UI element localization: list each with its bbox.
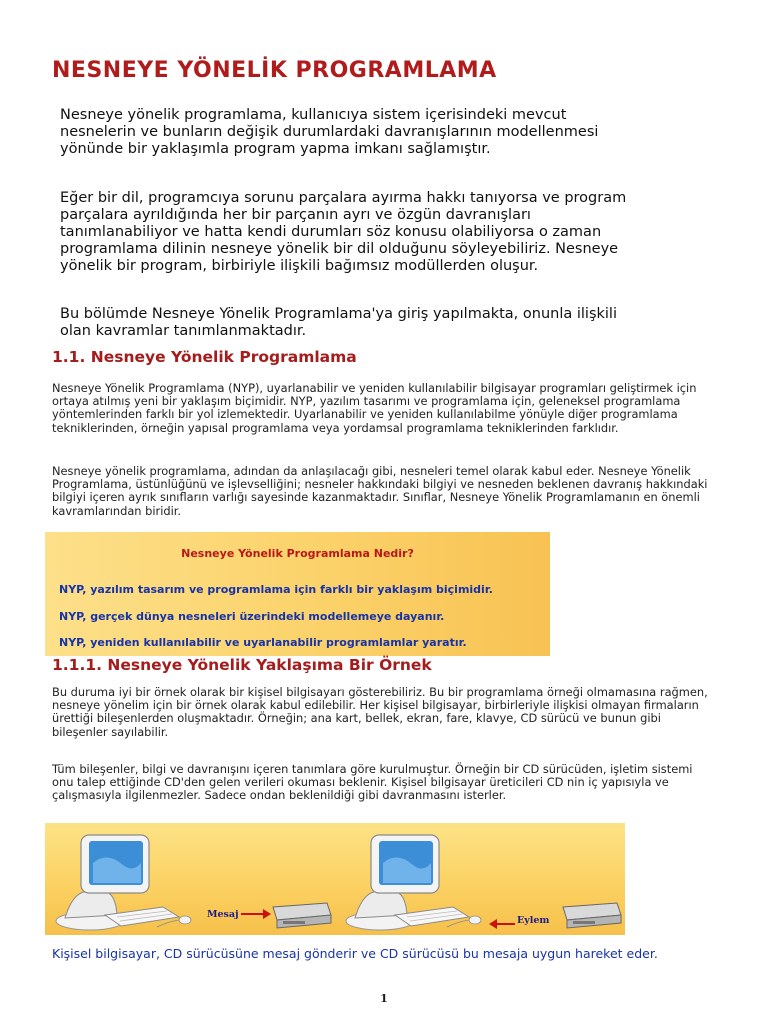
callout-title: Nesneye Yönelik Programlama Nedir? [181, 547, 414, 560]
computer-cd-drive-figure [45, 823, 632, 935]
page-number: 1 [380, 992, 388, 1005]
section-1-1-paragraph-1: Nesneye Yönelik Programlama (NYP), uyarlanabilir ve yeniden kullanılabilir bilgisayar programları geliştirmek için ortaya atılmış yeni bir yaklaşım biçimidir. NYP, yazılım tasarımı ve programlama için, geleneksel programlama yöntemlerinden farklı bir yol izlemektedir. Uyarlanabilir ve yeniden kullanılabilme yönüyle diğer programlama tekniklerinden, örneğin yapısal programlama veya yordamsal programlama tekniklerinden farklıdır. [52, 381, 697, 435]
cd-drive-action-illustration [335, 823, 625, 935]
section-heading-1-1-1: 1.1.1. Nesneye Yönelik Yaklaşıma Bir Örnek [52, 656, 432, 674]
message-panel [45, 823, 335, 935]
section-1-1-1-paragraph-1: Bu duruma iyi bir örnek olarak bir kişisel bilgisayarı gösterebiliriz. Bu bir programlama örneği olmamasına rağmen, nesneye yönelim için bir örnek olarak kabul edilebilir. Her kişisel bilgisayar, birbirleriyle ilişkisi olmayan firmaların ürettiği bileşenlerden oluşmaktadır. Örneğin; ana kart, bellek, ekran, fare, klavye, CD sürücü ve bunun gibi bileşenler sayılabilir. [52, 685, 708, 739]
intro-paragraph-3: Bu bölümde Nesneye Yönelik Programlama'ya giriş yapılmakta, onunla ilişkili olan kavramlar tanımlanmaktadır. [60, 306, 617, 339]
action-label: Eylem [517, 915, 550, 926]
definition-callout-box [45, 532, 550, 656]
section-1-1-paragraph-2: Nesneye yönelik programlama, adından da anlaşılacağı gibi, nesneleri temel olarak kabul eder. Nesneye Yönelik Programlama, üstünlüğünü ve işlevselliğini; nesneler hakkındaki bilgiyi ve nesneden beklenen davranış hakkındaki bilgiyi içeren ayrık sınıfların varlığı sayesinde kazanmaktadır. Sınıflar, Nesneye Yönelik Programlamanın en önemli kavramlarından biridir. [52, 464, 708, 518]
computer-sending-message-illustration [45, 823, 335, 935]
callout-item: NYP, gerçek dünya nesneleri üzerindeki modellemeye dayanır. [59, 610, 445, 623]
intro-paragraph-2: Eğer bir dil, programcıya sorunu parçalara ayırma hakkı tanıyorsa ve program parçalara ayrıldığında her bir parçanın ayrı ve özgün davranışları tanımlanabiliyor ve hatta kendi durumları söz konusu olabiliyorsa o zaman programlama dilinin nesneye yönelik bir dil olduğunu söyleyebiliriz. Nesneye yönelik bir program, birbiriyle ilişkili bağımsız modüllerden oluşur. [60, 190, 627, 274]
page-title: NESNEYE YÖNELİK PROGRAMLAMA [52, 58, 497, 83]
section-heading-1-1: 1.1. Nesneye Yönelik Programlama [52, 348, 357, 366]
section-1-1-1-paragraph-2: Tüm bileşenler, bilgi ve davranışını içeren tanımlara göre kurulmuştur. Örneğin bir CD sürücüden, işletim sistemi onu talep ettiğinde CD'den gelen verileri okuması beklenir. Kişisel bilgisayar üreticileri CD nin iç yapısıyla ve çalışmasıyla ilgilenmezler. Sadece ondan beklenildiği gibi davranmasını isterler. [52, 762, 693, 803]
action-panel [335, 823, 625, 935]
figure-caption: Kişisel bilgisayar, CD sürücüsüne mesaj gönderir ve CD sürücüsü bu mesaja uygun hareket eder. [52, 946, 658, 961]
intro-paragraph-1: Nesneye yönelik programlama, kullanıcıya sistem içerisindeki mevcut nesnelerin ve bunların değişik durumlardaki davranışlarının modellenmesi yönünde bir yaklaşımla program yapma imkanı sağlamıştır. [60, 107, 599, 157]
message-label: Mesaj [207, 909, 239, 920]
callout-item: NYP, yeniden kullanılabilir ve uyarlanabilir programlamlar yaratır. [59, 636, 467, 649]
callout-item: NYP, yazılım tasarım ve programlama için farklı bir yaklaşım biçimidir. [59, 583, 493, 596]
